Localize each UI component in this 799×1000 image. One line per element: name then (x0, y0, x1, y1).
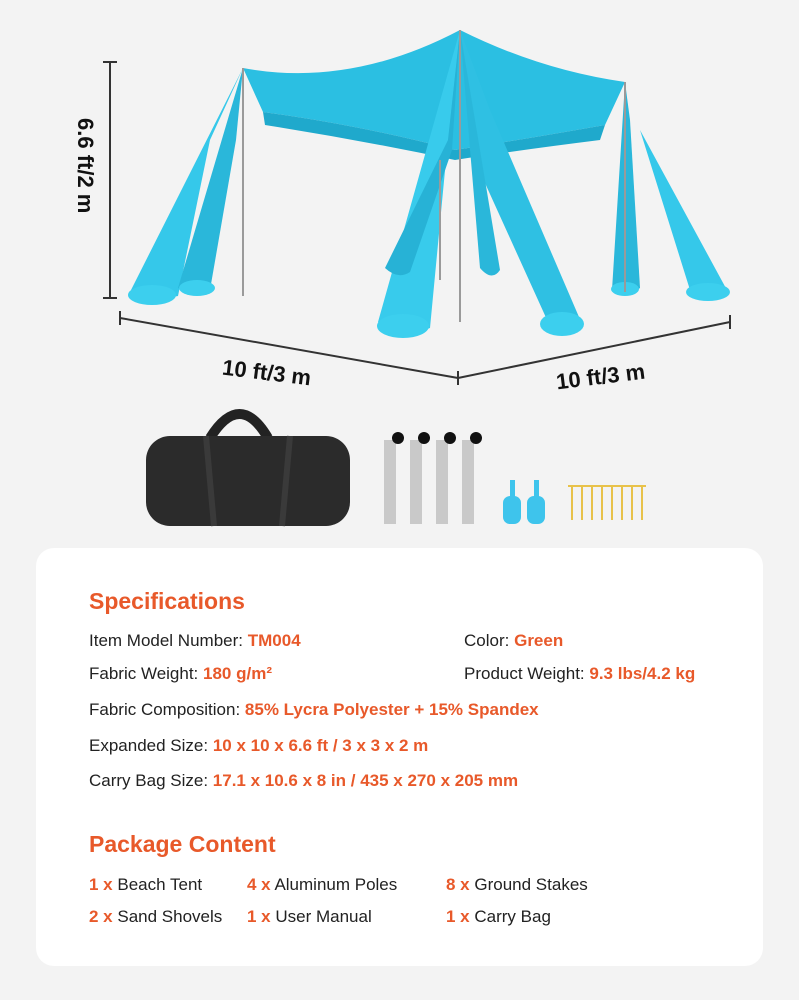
package-item-qty: 1 x (446, 907, 470, 926)
package-item-name: Carry Bag (474, 907, 551, 926)
tent-canopy (128, 30, 730, 338)
package-item-name: Sand Shovels (117, 907, 223, 926)
spec-model-label: Item Model Number: (89, 631, 243, 650)
width-dimension-label-left: 10 ft/3 m (220, 354, 313, 391)
spec-color-value: Green (514, 631, 564, 650)
package-item-qty: 8 x (446, 875, 470, 894)
package-item (446, 875, 588, 895)
spec-product-weight-value: 9.3 lbs/4.2 kg (589, 664, 696, 683)
package-item-name: Beach Tent (117, 875, 203, 894)
width-dimension-label-right: 10 ft/3 m (554, 358, 647, 395)
spec-fabric-weight-label: Fabric Weight: (89, 664, 199, 683)
sand-shovels-image (503, 480, 545, 524)
spec-expanded-size-value: 10 x 10 x 6.6 ft / 3 x 3 x 2 m (212, 736, 429, 755)
spec-product-weight-label: Product Weight: (464, 664, 585, 683)
spec-fabric-composition-value: 85% Lycra Polyester + 15% Spandex (244, 700, 539, 719)
spec-model-value: TM004 (247, 631, 301, 650)
spec-expanded-size (89, 736, 428, 756)
spec-fabric-weight (89, 664, 272, 684)
spec-product-weight (464, 664, 695, 684)
package-item (247, 907, 372, 927)
spec-fabric-weight-value: 180 g/m² (203, 664, 272, 683)
spec-carry-bag-size-label: Carry Bag Size: (89, 771, 209, 790)
spec-fabric-composition-label: Fabric Composition: (89, 700, 241, 719)
package-item-name: User Manual (275, 907, 372, 926)
package-content-title: Package Content (89, 831, 276, 857)
aluminum-poles-image (384, 432, 482, 524)
spec-model (89, 631, 301, 651)
package-item-qty: 2 x (89, 907, 113, 926)
package-item-name: Aluminum Poles (274, 875, 398, 894)
package-item-qty: 1 x (89, 875, 113, 894)
carry-bag-image (146, 414, 350, 526)
package-item-qty: 1 x (247, 907, 271, 926)
spec-expanded-size-label: Expanded Size: (89, 736, 209, 755)
package-item-qty: 4 x (247, 875, 271, 894)
spec-carry-bag-size (89, 771, 518, 791)
height-dimension-label: 6.6 ft/2 m (73, 118, 98, 214)
ground-stakes-image (568, 486, 646, 520)
package-item (247, 875, 397, 895)
package-item (89, 875, 202, 895)
spec-color-label: Color: (464, 631, 510, 650)
specifications-title: Specifications (89, 588, 245, 614)
spec-fabric-composition (89, 700, 539, 720)
spec-carry-bag-size-value: 17.1 x 10.6 x 8 in / 435 x 270 x 205 mm (212, 771, 519, 790)
package-item-name: Ground Stakes (474, 875, 588, 894)
height-dimension-line (103, 62, 117, 298)
spec-color (464, 631, 563, 651)
package-item (446, 907, 551, 927)
package-item (89, 907, 222, 927)
